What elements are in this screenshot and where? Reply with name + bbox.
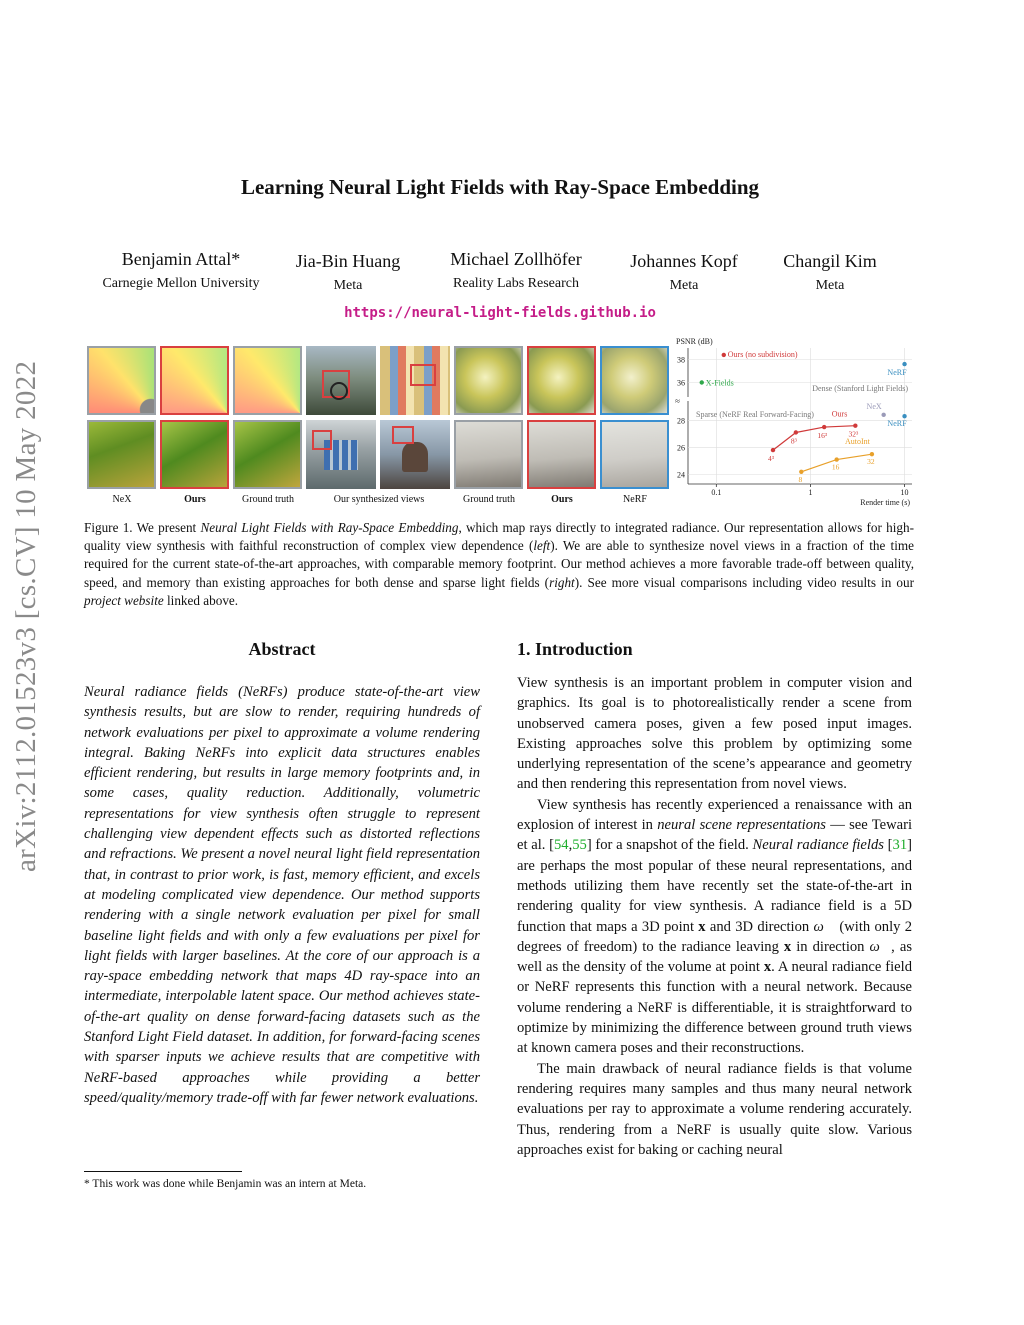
citation-link-54[interactable]: 54 (553, 837, 569, 854)
nerf-glass-crop (600, 346, 669, 415)
caption-emphasis-right: right (549, 574, 575, 590)
author-4 (614, 251, 754, 294)
region-label-dense: Dense (Stanford Light Fields) (812, 384, 908, 393)
author-affiliation: Reality Labs Research (453, 276, 579, 291)
x-tick-label: 1 (808, 488, 813, 497)
data-point (902, 414, 906, 418)
abstract-heading: Abstract (248, 639, 316, 659)
author-affiliation: Meta (669, 278, 699, 293)
text-run: , as well as the density of the volume at point (517, 938, 912, 976)
region-label-sparse: Sparse (NeRF Real Forward-Facing) (696, 410, 814, 419)
emphasis-neural-scene-representations: neural scene representations (657, 817, 826, 834)
synth-horns-scene (380, 420, 450, 489)
author-affiliation: Meta (815, 278, 845, 293)
caption-text: ). See more visual comparisons including video results in our (574, 574, 914, 590)
author-5 (770, 251, 890, 294)
introduction-heading: 1. Introduction (517, 639, 633, 659)
text-run: . A neural radiance field or NeRF represents this function with a neural network. Because volume rendering a NeRF is differentiable, it is straightforward to optimize by minimizing the difference between ground truth views at known camera poses and their reconstructions. (517, 959, 912, 1057)
caption-lead: Figure 1. We present (84, 520, 201, 535)
symbol-omega: ω⃗ (869, 938, 892, 955)
gt-leaf-crop (233, 420, 302, 489)
data-point (870, 452, 874, 456)
label-ours: Ours (184, 494, 206, 505)
series-label: Ours (no subdivision) (727, 349, 798, 359)
series-label: Ours (831, 409, 848, 419)
x-tick-label: 10 (900, 488, 909, 497)
label-ours-sparse: Ours (551, 494, 573, 505)
author-2 (278, 251, 418, 294)
author-affiliation: Meta (333, 278, 363, 293)
y-tick-label: 24 (677, 470, 685, 480)
text-run: and 3D direction (705, 918, 814, 935)
synth-bench-scene (306, 420, 376, 489)
data-label: 32³ (848, 429, 859, 439)
caption-tail: linked above. (163, 592, 239, 608)
text-run: in direction (791, 938, 870, 955)
author-name: Jia-Bin Huang (295, 251, 401, 271)
data-point (902, 362, 906, 366)
data-point (794, 430, 798, 434)
abstract-text: Neural radiance fields (NeRFs) produce state-of-the-art view synthesis results, but are slow to render, requiring hundreds of network evaluations per pixel to approximate a volume rendering integral. Baking NeRFs into explicit data structures enables efficient rendering, but results in large memory footprints and, in some cases, quality reduction. Additionally, volumetric representations for view synthesis often struggle to represent challenging view dependent effects such as distorted reflections and refractions. We present a novel neural light field representation that, in contrast to prior work, is fast, memory efficient, and excels at modeling complicated view dependence. Our method supports rendering with a single network evaluation per pixel for small baseline light fields and with only a few evaluations per pixel for light fields with larger baselines. At the core of our approach is a ray-space embedding network that maps 4D ray-space into an intermediate, interpolable latent space. Our method achieves state-of-the-art quality on dense forward-facing datasets such as the Stanford Light Field dataset. In addition, for forward-facing scenes with sparser inputs we achieve results that are competitive with NeRF-based approaches while providing a better speed/quality/memory trade-off with far fewer network evaluations. (84, 684, 480, 1106)
author-3 (436, 249, 596, 292)
series-line-ours (773, 426, 855, 450)
series-label: AutoInt (845, 437, 870, 447)
label-nex: NeX (112, 494, 132, 505)
project-url-link[interactable]: https://neural-light-fields.github.io (344, 305, 656, 321)
data-point (700, 380, 704, 384)
author-affiliation: Carnegie Mellon University (102, 276, 260, 291)
symbol-omega: ω⃗ (813, 918, 836, 935)
data-label: 8³ (790, 436, 797, 446)
data-label: 16 (831, 462, 840, 472)
y-tick-label: 28 (677, 416, 685, 426)
symbol-x: x (698, 918, 706, 935)
paper-title: Learning Neural Light Fields with Ray-Space Embedding (240, 175, 760, 199)
data-label: 8 (798, 474, 803, 484)
label-nerf: NeRF (623, 494, 647, 505)
intro-paragraph-3: The main drawback of neural radiance fields is that volume rendering requires many samples and thus many neural network evaluations per ray to approximate a volume rendering accurately. Thus, rendering from a NeRF is usually quite slow. Various approaches exist for baking or caching neural (517, 1060, 912, 1158)
caption-project-website-link[interactable]: project website (84, 592, 164, 608)
x-axis-label: Render time (s) (860, 498, 910, 507)
text-run: ] are perhaps the most popular of these neural representations, and methods utilizing them have recently set the state-of-the-art in rendering quality for view synthesis. A radiance field is a 5D function that maps a 3D point (517, 837, 912, 935)
data-label: 32 (867, 457, 875, 467)
series-label: NeRF (887, 419, 907, 429)
text-run: ] for a snapshot of the field. (586, 837, 753, 854)
arxiv-stamp: arXiv:2112.01523v3 [cs.CV] 10 May 2022 (10, 360, 42, 872)
psnr-vs-render-time-chart (672, 334, 920, 512)
author-name: Benjamin Attal* (121, 249, 241, 269)
symbol-x: x (763, 959, 772, 976)
text-run: View synthesis has recently experienced a renaissance with an explosion of interest in (517, 796, 912, 834)
data-label: 16³ (817, 431, 828, 441)
data-point (771, 448, 775, 452)
author-name: Changil Kim (783, 251, 877, 271)
emphasis-neural-radiance-fields: Neural radiance fields (752, 837, 884, 854)
data-point (822, 425, 826, 429)
ours-disc-crop (160, 346, 229, 415)
caption-text: ). We are able to synthesize novel views in a fraction of the time required for the current state-of-the-art approaches, with comparable memory footprint. Our method achieves a more favorable trade-off between quality, speed, and memory than existing approaches for both dense and sparse light fields ( (84, 538, 914, 590)
synth-shop-scene (380, 346, 450, 415)
footnote-divider (84, 1171, 242, 1172)
label-ground-truth: Ground truth (242, 494, 294, 505)
y-tick-label: 36 (677, 378, 685, 388)
data-point (799, 470, 803, 474)
caption-text: , which map rays directly to integrated radiance. Our representation allows for high-quality view synthesis with faithful reconstruction of complex view dependence ( (84, 520, 914, 554)
nex-leaf-crop (87, 420, 156, 489)
y-tick-label: 26 (677, 443, 685, 453)
data-point (881, 413, 885, 417)
gt-disc-crop (233, 346, 302, 415)
text-run: (with only 2 degrees of freedom) to the radiance leaving (517, 918, 912, 955)
x-tick-label: 0.1 (711, 488, 722, 497)
data-label: 4³ (767, 454, 774, 464)
intro-paragraph-1: View synthesis is an important problem in computer vision and graphics. Its goal is to photorealistically render a scene from unobserved camera poses, given a few posed input images. Existing approaches solve this problem by optimizing some underlying representation of the scene’s appearance and geometry and then rendering this representation from novel views. (517, 675, 912, 793)
y-tick-label: 38 (677, 355, 685, 365)
data-point (834, 457, 838, 461)
axis-break-mark: ≈ (675, 396, 680, 406)
symbol-x: x (783, 938, 792, 955)
data-point (853, 423, 857, 427)
author-1 (96, 249, 266, 292)
introduction-body (517, 673, 912, 1160)
author-name: Johannes Kopf (630, 251, 738, 271)
citation-link-55[interactable]: 55 (572, 837, 587, 854)
label-ground-truth-sparse: Ground truth (463, 494, 515, 505)
gt-glass-crop (454, 346, 523, 415)
text-run: — see Tewari et al. [ (517, 817, 912, 854)
label-synthesized-views: Our synthesized views (333, 494, 425, 505)
nerf-reflection-crop (600, 420, 669, 489)
synth-lego-scene (306, 346, 376, 415)
author-name: Michael Zollhöfer (450, 249, 582, 269)
data-point (722, 353, 726, 357)
y-axis-label: PSNR (dB) (676, 337, 713, 346)
citation-link-31[interactable]: 31 (892, 837, 908, 854)
figure-caption (84, 519, 914, 610)
footnote: * This work was done while Benjamin was an intern at Meta. (84, 1178, 367, 1190)
series-label: NeRF (887, 368, 907, 378)
intro-paragraph-2: View synthesis has recently experienced a renaissance with an explosion of interest in neural scene representations — see Tewari et al. [54,55] for a snapshot of the field. Neural radiance fields [31] are perhaps the most popular of these neural representations, and methods utilizing them have recently set the state-of-the-art in rendering quality for view synthesis. A radiance field is a 5D function that maps a 3D point x and 3D direction ω⃗ (with only 2 degrees of freedom) to the radiance leaving x in direction ω⃗, as well as the density of the volume at point x. A neural radiance field or NeRF represents this function with a neural network. Because volume rendering a NeRF is differentiable, it is straightforward to optimize by minimizing the difference between ground truth views at known camera poses and their reconstructions. (517, 796, 912, 1057)
gt-reflection-crop (454, 420, 523, 489)
series-label: X-Fields (705, 378, 734, 388)
series-label: NeX (866, 401, 882, 411)
ours-glass-crop (527, 346, 596, 415)
ours-reflection-crop (527, 420, 596, 489)
caption-emphasis-title: Neural Light Fields with Ray-Space Embedding (200, 520, 459, 535)
ours-leaf-crop (160, 420, 229, 489)
nex-disc-crop (87, 346, 156, 415)
caption-emphasis-left: left (533, 538, 551, 554)
